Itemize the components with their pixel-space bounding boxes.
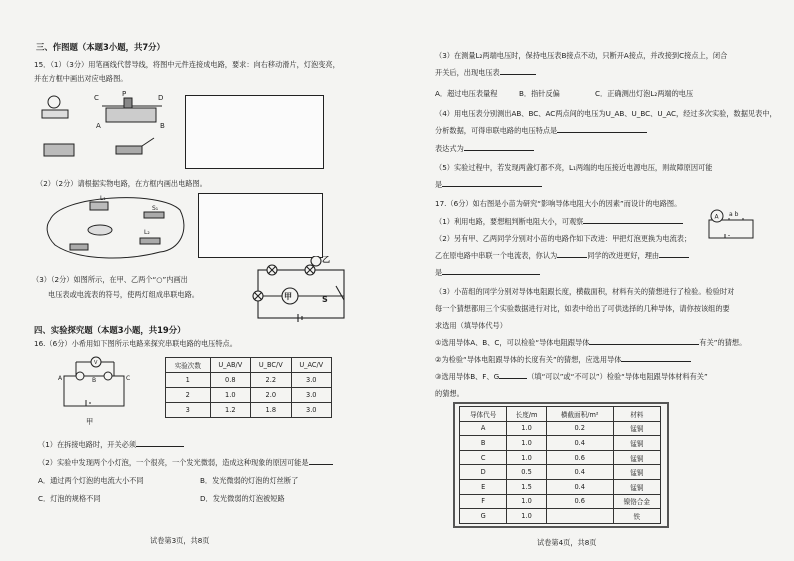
q16-5-blank[interactable]: [442, 186, 542, 187]
q16-4-line3: 表达式为: [435, 145, 534, 154]
q16-3-option-c: C．正确测出灯泡L₂两端的电压: [595, 89, 694, 98]
svg-text:A: A: [96, 122, 101, 130]
q16-4-line2: 分析数据，可得串联电路的电压特点是: [435, 127, 647, 136]
l2-label: L₂: [144, 229, 150, 236]
table-row: D 0.5 0.4 锰铜: [460, 465, 661, 480]
q17-3-iii: ③选用导体B、F、G （填“可以”或“不可以”）检验“导体电阻跟导体材料有关”: [435, 372, 708, 381]
q15-1-answer-box[interactable]: [185, 95, 324, 169]
table-row: B 1.0 0.4 锰铜: [460, 436, 661, 451]
left-footer: 试卷第3页，共8页: [150, 536, 210, 545]
table-row: F 1.0 0.6 镍铬合金: [460, 494, 661, 509]
q15-2-text: （2）（2分）请根据实物电路，在方框内画出电路图。: [36, 179, 207, 188]
q15-3-line2: 电压表或电流表的符号，使两灯组成串联电路。: [48, 290, 199, 299]
q17-1-text: （1）利用电路，要想粗判断电阻大小，可观察: [435, 218, 683, 227]
q15-1-line2: 并在方框中画出对应电路图。: [34, 74, 128, 83]
q17-1-blank[interactable]: [583, 223, 683, 224]
q16-3-option-a: A．超过电压表量程: [435, 89, 498, 98]
q17-2-blank-2[interactable]: [659, 257, 689, 258]
q17-intro: 17.（6分）如右图是小苗为研究“影响导体电阻大小的因素”而设计的电路图。: [435, 199, 682, 208]
table-row: E 1.5 0.4 锰铜: [460, 479, 661, 494]
q16-intro: 16.（6分）小希用如下图所示电路来探究串联电路的电压特点。: [34, 339, 237, 348]
q17-3-line1: （3）小苗组的同学分别对导体电阻跟长度，横截面积，材料有关的猜想进行了检验。检验时对: [435, 287, 735, 296]
q16-4-line1: （4）用电压表分别测出AB、BC、AC两点间的电压为U_AB、U_BC、U_AC，经过多次实验，数据见表中，: [435, 109, 777, 118]
q17-2-line1: （2）另有甲、乙两同学分别对小苗的电路作如下改进：甲把灯泡更换为电流表；: [435, 234, 692, 243]
table-header: U_BC/V: [251, 358, 291, 373]
q16-1-blank[interactable]: [136, 446, 184, 447]
svg-text:A: A: [58, 375, 63, 382]
q16-5-line1: （5）实验过程中，若发现两盏灯都不亮，L₁两端的电压接近电源电压，则故障原因可能: [435, 163, 713, 172]
q17-3-iii-blank[interactable]: [499, 378, 527, 379]
q16-circuit: [56, 352, 136, 412]
table-header: 横截面积/m²: [546, 407, 613, 422]
svg-text:V: V: [94, 360, 98, 366]
q16-option-b: B．发光微弱的灯泡的灯丝断了: [200, 476, 299, 485]
svg-text:B: B: [160, 122, 165, 130]
q15-2-answer-box[interactable]: [198, 193, 323, 258]
q16-2-text: （2）实验中发现两个小灯泡，一个很亮，一个发光微弱，造成这种现象的原因可能是: [38, 459, 333, 468]
table-row: 3 1.2 1.8 3.0: [166, 403, 332, 418]
q17-2-blank-3[interactable]: [442, 274, 540, 275]
q16-1-text: （1）在拆接电路时，开关必须: [38, 441, 184, 450]
q15-3-line1: （3）（2分）如图所示，在甲、乙两个“○”内画出: [32, 275, 188, 284]
q16-3-line2: 开关后，出现电压表: [435, 69, 536, 78]
l1-label: L₁: [100, 195, 106, 202]
q17-3-i: ①选用导体A、B、C，可以检验“导体电阻跟导体 有关”的猜想。: [435, 338, 747, 347]
s1-label: S₁: [152, 205, 159, 212]
q15-1-physical-circuit: [36, 88, 176, 168]
table-header: 导体代号: [460, 407, 507, 422]
q17-3-ii: ②为检验“导体电阻跟导体的长度有关”的猜想，应选用导体: [435, 356, 691, 365]
table-row: G 1.0 铁: [460, 509, 661, 524]
table-row: A 1.0 0.2 锰铜: [460, 421, 661, 436]
q16-5-line2: 是: [435, 181, 542, 190]
jia-label: 甲: [284, 292, 292, 301]
ammeter-label: A: [714, 213, 719, 221]
ab-label: a b: [729, 211, 739, 218]
q17-3-iii-end: 的猜想。: [435, 389, 464, 398]
fig-label: 甲: [86, 417, 94, 426]
q16-4-blank-2[interactable]: [464, 150, 534, 151]
q15-3-circuit: [250, 256, 360, 326]
section4-title: 四、实验探究题（本题3小题，共19分）: [34, 325, 186, 335]
conductor-table: [459, 406, 661, 524]
table-header: 长度/m: [507, 407, 546, 422]
q17-circuit: [703, 206, 761, 242]
table-header: U_AC/V: [291, 358, 331, 373]
yi-label: 乙: [322, 256, 330, 264]
svg-text:D: D: [158, 94, 164, 102]
q15-2-physical-circuit: [40, 190, 190, 264]
q17-3-line3: 求选用（填导体代号）: [435, 321, 507, 330]
right-page: [397, 0, 794, 561]
q16-4-blank-1[interactable]: [557, 132, 647, 133]
right-footer: 试卷第4页，共8页: [537, 538, 597, 547]
s-label: S: [322, 295, 328, 304]
svg-text:B: B: [92, 377, 97, 384]
q16-option-a: A．通过两个灯泡的电流大小不同: [38, 476, 144, 485]
q17-2-blank-1[interactable]: [557, 257, 587, 258]
q16-option-c: C．灯泡的规格不同: [38, 494, 101, 503]
table-row: C 1.0 0.6 锰铜: [460, 450, 661, 465]
q15-1-line1: 15．（1）（3分）用笔画线代替导线，将图中元件连接成电路，要求：向右移动滑片，灯泡变亮，: [34, 60, 340, 69]
table-header: U_AB/V: [210, 358, 251, 373]
svg-text:C: C: [94, 94, 99, 102]
table-row: 2 1.0 2.0 3.0: [166, 388, 332, 403]
q16-data-table: [165, 357, 332, 418]
q17-3-i-blank[interactable]: [589, 344, 699, 345]
q17-3-ii-blank[interactable]: [621, 361, 691, 362]
q16-3-line1: （3）在测量L₂两端电压时，保持电压表B接点不动，只断开A接点，并改接到C接点上，闭合: [435, 51, 728, 60]
svg-text:P: P: [122, 90, 127, 98]
q16-2-blank[interactable]: [309, 464, 333, 465]
svg-text:C: C: [126, 375, 131, 382]
q16-3-blank[interactable]: [500, 74, 536, 75]
table-header: 实验次数: [166, 358, 211, 373]
q16-3-option-b: B．指针反偏: [519, 89, 560, 98]
q17-2-line2: 乙在原电路中串联一个电流表，你认为 同学的改进更好，理由: [435, 252, 689, 261]
section3-title: 三、作图题（本题3小题，共7分）: [36, 42, 165, 52]
table-row: 1 0.8 2.2 3.0: [166, 373, 332, 388]
table-header: 材料: [613, 407, 660, 422]
q17-3-line2: 每一个猜想都用三个实验数据进行对比，如表中给出了可供选择的几种导体，请你按该组的要: [435, 304, 730, 313]
q16-option-d: D．发光微弱的灯泡被短路: [200, 494, 285, 503]
q17-2-line3: 是: [435, 269, 540, 278]
